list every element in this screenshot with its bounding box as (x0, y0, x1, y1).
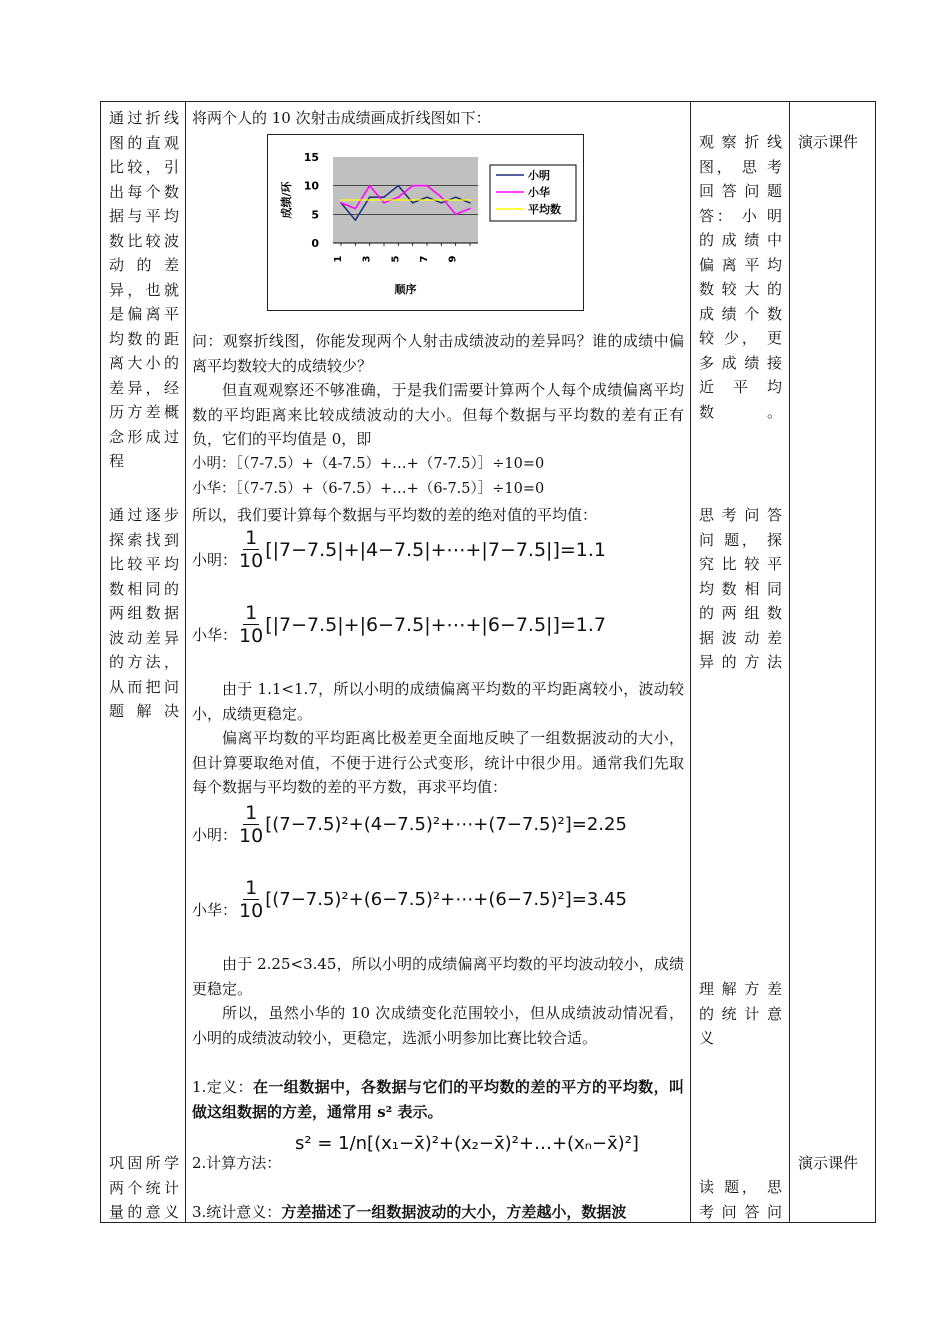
data-point (412, 185, 414, 187)
media-label-1: 演示课件 (798, 133, 859, 151)
activity-line: 的 两 组 数 (699, 604, 782, 622)
data-point (355, 199, 357, 201)
formula-expression: [(7−7.5)²+(4−7.5)²+⋯+(7−7.5)²]=2.25 (265, 814, 627, 835)
media-column (789, 102, 875, 1222)
formula-expression: [|7−7.5|+|4−7.5|+⋯+|7−7.5|]=1.1 (265, 539, 607, 561)
activity-line: 义 (699, 1029, 715, 1047)
paragraph-5: 由于 2.25<3.45，所以小明的成绩偏离平均数的平均波动较小，成绩更稳定。 (192, 955, 684, 998)
formula-label: 小明： (192, 825, 238, 844)
intent-line: 两个统计 (109, 1178, 179, 1197)
intent-line: 题解决 (109, 702, 179, 720)
activity-line: 数 较 大 的 (699, 280, 782, 298)
data-point (383, 196, 385, 198)
fraction-denominator: 10 (239, 825, 264, 847)
data-point (398, 196, 400, 198)
paragraph-3: 由于 1.1<1.7，所以小明的成绩偏离平均数的平均距离较小，波动较小，成绩更稳定。 (192, 680, 684, 723)
y-tick-label: 15 (303, 151, 319, 164)
intent-line: 通过逐步 (109, 506, 179, 524)
sum-xiaohua: 小华：［（7-7.5）+（6-7.5）+…+（6-7.5）］÷10=0 (192, 481, 545, 497)
y-tick-label: 10 (303, 179, 319, 193)
formula-label: 小华： (192, 625, 238, 644)
intent-line: 离大小的 (109, 354, 179, 372)
fraction (239, 602, 263, 647)
paragraph-2: 所以，我们要计算每个数据与平均数的差的绝对值的平均值： (192, 506, 598, 524)
intent-line: 量的意义 (109, 1203, 179, 1221)
data-point (398, 199, 400, 201)
fraction-denominator: 10 (239, 625, 264, 647)
data-point (441, 196, 443, 198)
lesson-table (100, 101, 876, 1223)
activity-line: 考 问 答 问 (699, 1202, 782, 1221)
data-point (441, 202, 443, 204)
fraction (239, 877, 263, 922)
intent-line: 程 (109, 452, 125, 470)
intent-line: 比较，引 (109, 158, 179, 176)
intent-line: 出每个数 (109, 182, 179, 201)
intent-line: 异，也就 (109, 280, 179, 299)
data-point (426, 196, 428, 198)
intent-line: 从而把问 (109, 677, 179, 696)
intent-line: 比较平均 (109, 555, 179, 573)
data-point (412, 202, 414, 204)
data-point (398, 185, 400, 187)
intent-line: 数相同的 (109, 579, 179, 598)
activity-line: 多 成 绩 接 (699, 353, 782, 372)
meaning-text: 方差描述了一组数据波动的大小，方差越小，数据波 (281, 1203, 627, 1221)
meaning-prefix: 3.统计意义： (192, 1203, 282, 1221)
fraction (239, 527, 263, 572)
intent-line: 两组数据 (109, 604, 179, 622)
calc-label: 2.计算方法： (192, 1154, 282, 1172)
x-axis-label: 顺序 (394, 283, 417, 296)
intent-line: 念形成过 (109, 427, 179, 446)
intent-line: 均数的距 (109, 329, 179, 348)
data-point (369, 196, 371, 198)
activity-line: 理 解 方 差 (699, 980, 782, 998)
paragraph-6: 所以，虽然小华的 10 次成绩变化范围较小，但从成绩波动情况看，小明的成绩波动较小，更稳定，选派小明参加比赛比较合适。 (192, 1004, 684, 1047)
formula-label: 小明： (192, 550, 238, 569)
intent-block-1 (101, 106, 185, 474)
data-point (355, 219, 357, 221)
activity-line: 数。 (699, 402, 782, 421)
activity-line: 回答问题 (699, 182, 782, 200)
intent-line: 波动差异 (109, 628, 179, 647)
y-tick-label: 5 (311, 208, 319, 222)
legend-label: 小明 (528, 169, 550, 182)
data-point (369, 199, 371, 201)
data-point (383, 199, 385, 201)
definition-text: 在一组数据中，各数据与它们的平均数的差的平方的平均数，叫做这组数据的方差，通常用 s² 表示。 (192, 1078, 684, 1121)
intent-line: 历方差概 (109, 403, 179, 421)
intent-block-2 (101, 503, 185, 724)
design-intent-column (101, 102, 185, 1222)
activity-block-3 (690, 977, 789, 1051)
statistical-meaning (185, 1200, 690, 1225)
variance-formula: s² = 1/n[(x₁−x̄)²+(x₂−x̄)²+…+(xₙ−x̄)²] (295, 1133, 639, 1154)
data-point (412, 199, 414, 201)
fraction-denominator: 10 (239, 900, 264, 922)
data-point (469, 202, 471, 204)
intent-line: 通过折线 (109, 109, 179, 127)
media-label-2: 演示课件 (798, 1154, 859, 1172)
fraction-numerator: 1 (245, 602, 258, 624)
activity-block-2 (690, 503, 789, 675)
formula-expression: [|7−7.5|+|6−7.5|+⋯+|6−7.5|]=1.7 (265, 614, 607, 636)
activity-line: 较 少， 更 (699, 329, 782, 347)
activity-line: 读 题， 思 (699, 1178, 782, 1196)
activity-line: 问 题， 探 (699, 530, 782, 549)
activity-line: 思 考 问 答 (699, 506, 782, 524)
data-point (426, 199, 428, 201)
fraction (239, 802, 263, 847)
square-formula-xiaoming (185, 802, 690, 847)
activity-line: 偏 离 平 均 (699, 255, 782, 274)
abs-formula-xiaohua (185, 602, 690, 647)
formula-expression: [(7−7.5)²+(6−7.5)²+⋯+(6−7.5)²]=3.45 (265, 889, 627, 910)
activity-block-1 (690, 130, 789, 424)
activity-line: 均 数 相 同 (699, 579, 782, 598)
chart-svg (268, 135, 583, 310)
intent-line: 动 的 差 (109, 256, 179, 274)
activity-block-4 (690, 1175, 789, 1224)
paragraph-1: 但直观观察还不够准确，于是我们需要计算两个人每个成绩偏离平均数的平均距离来比较成绩波动的大小。但每个数据与平均数的差有正有负，它们的平均值是 0，即 (192, 381, 684, 448)
student-activity-column (690, 102, 789, 1222)
formula-label: 小华： (192, 900, 238, 919)
data-point (455, 199, 457, 201)
intent-line: 是偏离平 (109, 305, 179, 323)
data-point (441, 199, 443, 201)
data-point (455, 196, 457, 198)
intent-line: 据与平均 (109, 207, 179, 225)
fraction-numerator: 1 (245, 802, 258, 824)
score-line-chart (267, 134, 584, 311)
square-formula-xiaohua (185, 877, 690, 922)
data-point (340, 202, 342, 204)
y-axis-label: 成绩/环 (280, 181, 293, 219)
data-point (340, 199, 342, 201)
data-point (469, 199, 471, 201)
x-tick-label: 3 (361, 255, 373, 263)
activity-line: 近 平 均 (699, 378, 782, 396)
fraction-numerator: 1 (245, 877, 258, 899)
legend-label: 平均数 (528, 203, 561, 216)
data-point (369, 185, 371, 187)
activity-line: 观 察 折 线 (699, 133, 782, 151)
data-point (455, 214, 457, 216)
variance-definition (185, 1075, 690, 1124)
data-point (383, 202, 385, 204)
activity-line: 成 绩 个 数 (699, 304, 782, 323)
chart-intro: 将两个人的 10 次射击成绩画成折线图如下： (192, 109, 491, 127)
y-tick-label: 0 (311, 237, 319, 250)
data-point (426, 185, 428, 187)
fraction-denominator: 10 (239, 550, 264, 572)
x-tick-label: 7 (419, 255, 430, 263)
activity-line: 究 比 较 平 (699, 555, 782, 573)
intent-line: 探索找到 (109, 530, 179, 549)
x-tick-label: 5 (390, 255, 402, 263)
intent-line: 差异，经 (109, 378, 179, 397)
activity-line: 图， 思 考 (699, 157, 782, 176)
activity-line: 的 统 计 意 (699, 1004, 782, 1023)
teaching-content-column (185, 102, 690, 1222)
intent-line: 数比较波 (109, 231, 179, 250)
intent-line: 巩固所学 (109, 1154, 179, 1172)
abs-formula-xiaoming (185, 527, 690, 572)
calc-method (185, 1128, 690, 1174)
activity-line: 异的方法 (699, 653, 782, 671)
data-point (469, 208, 471, 210)
activity-line: 答： 小 明 (699, 206, 782, 225)
legend-label: 小华 (528, 186, 550, 199)
x-tick-label: 1 (333, 255, 344, 263)
x-tick-label: 9 (447, 255, 459, 263)
intent-line: 的方法， (109, 653, 179, 671)
intent-block-3 (101, 1151, 185, 1225)
sum-xiaoming: 小明：［（7-7.5）+（4-7.5）+…+（7-7.5）］÷10=0 (192, 456, 545, 472)
fraction-numerator: 1 (245, 527, 258, 549)
question-text: 问：观察折线图，你能发现两个人射击成绩波动的差异吗？谁的成绩中偏离平均数较大的成绩较少？ (192, 332, 684, 375)
activity-line: 的 成 绩 中 (699, 231, 782, 249)
intent-line: 图的直观 (109, 133, 179, 152)
data-point (355, 208, 357, 210)
activity-line: 据 波 动 差 (699, 628, 782, 647)
definition-prefix: 1.定义： (192, 1078, 253, 1096)
paragraph-4: 偏离平均数的平均距离比极差更全面地反映了一组数据波动的大小，但计算要取绝对值，不便于进行公式变形，统计中很少用。通常我们先取每个数据与平均数的差的平方数，再求平均值： (192, 729, 684, 796)
